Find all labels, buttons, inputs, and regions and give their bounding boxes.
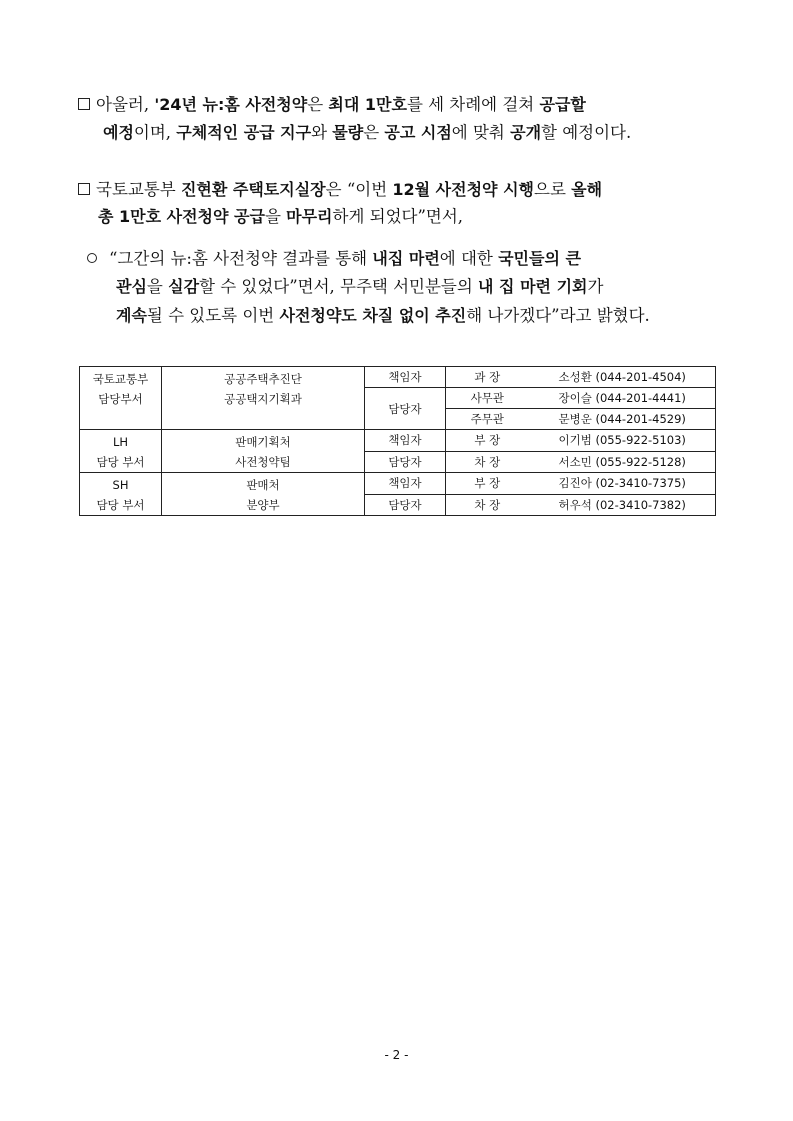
org-sub: 담당 부서 xyxy=(96,455,145,469)
text-run: 에 맞춰 xyxy=(451,123,511,142)
title-cell: 사무관 xyxy=(446,388,529,409)
paragraph-line xyxy=(116,273,603,297)
person-cell: 서소민 (055-922-5128) xyxy=(529,451,716,473)
org-cell xyxy=(80,367,162,430)
bold-text: 국민들의 큰 xyxy=(498,249,581,268)
role-cell: 책임자 xyxy=(365,367,446,388)
person-cell: 이기범 (055-922-5103) xyxy=(529,430,716,452)
role-cell: 담당자 xyxy=(365,451,446,473)
dept-name: 공공주택추진단 xyxy=(224,372,302,386)
dept-cell xyxy=(162,367,365,430)
org-name: 국토교통부 xyxy=(92,372,149,386)
dept-sub: 분양부 xyxy=(246,498,280,512)
line-text xyxy=(116,306,650,325)
line-text xyxy=(96,95,586,114)
bold-text: 12월 사전청약 시행 xyxy=(392,180,534,199)
line-text xyxy=(109,249,581,268)
text-run: 하게 되었다”면서, xyxy=(332,207,464,226)
text-run: 은 “이번 xyxy=(325,180,393,199)
dept-name: 판매기획처 xyxy=(235,435,291,449)
title-cell: 과 장 xyxy=(446,367,529,388)
title-cell: 차 장 xyxy=(446,494,529,516)
bold-text: 내 집 마련 기회 xyxy=(478,277,588,296)
table-row xyxy=(80,430,716,452)
bold-text: 사전청약도 차질 없이 추진 xyxy=(279,306,467,325)
text-run: 와 xyxy=(311,123,333,142)
role-cell: 담당자 xyxy=(365,494,446,516)
text-run: 으로 xyxy=(534,180,572,199)
bold-text: 계속 xyxy=(116,306,147,325)
line-text xyxy=(98,207,463,226)
org-cell xyxy=(80,430,162,473)
person-cell: 장이슬 (044-201-4441) xyxy=(529,388,716,409)
org-sub: 담당 부서 xyxy=(96,498,145,512)
contact-table xyxy=(79,366,716,516)
paragraph-line xyxy=(116,302,650,326)
bold-text: 마무리 xyxy=(286,207,333,226)
line-text xyxy=(103,123,631,142)
circle-bullet-icon xyxy=(87,253,97,263)
title-cell: 차 장 xyxy=(446,451,529,473)
text-run: 은 xyxy=(307,95,329,114)
person-cell: 문병운 (044-201-4529) xyxy=(529,409,716,430)
bold-text: 올해 xyxy=(571,180,603,199)
bold-text: 예정 xyxy=(103,123,134,142)
title-cell: 부 장 xyxy=(446,473,529,495)
paragraph-line xyxy=(78,91,586,115)
org-cell xyxy=(80,473,162,516)
role-cell: 담당자 xyxy=(365,388,446,430)
bold-text: '24년 뉴:홈 사전청약 xyxy=(154,95,308,114)
square-bullet-icon xyxy=(78,98,90,110)
line-text xyxy=(116,277,603,296)
text-run: 해 나가겠다”라고 밝혔다. xyxy=(466,306,650,325)
text-run: 를 세 차례에 걸쳐 xyxy=(406,95,540,114)
bold-text: 공개 xyxy=(510,123,542,142)
page-number: - 2 - xyxy=(384,1048,409,1062)
dept-sub: 공공택지기획과 xyxy=(224,392,302,406)
dept-name: 판매처 xyxy=(246,478,280,492)
table-row xyxy=(80,367,716,388)
text-run: 을 xyxy=(146,277,169,296)
bold-text: 공급할 xyxy=(539,95,586,114)
person-cell: 허우석 (02-3410-7382) xyxy=(529,494,716,516)
paragraph-line xyxy=(103,119,631,143)
text-run: 은 xyxy=(363,123,385,142)
bold-text: 공고 시점 xyxy=(384,123,452,142)
table-row xyxy=(80,473,716,495)
text-run: 가 xyxy=(587,277,604,296)
text-run: 국토교통부 xyxy=(96,180,181,199)
bold-text: 물량 xyxy=(332,123,364,142)
org-sub: 담당부서 xyxy=(98,392,143,406)
bold-text: 구체적인 공급 지구 xyxy=(176,123,312,142)
text-run: 할 예정이다. xyxy=(541,123,632,142)
paragraph-line xyxy=(78,176,602,200)
bold-text: 총 1만호 사전청약 공급 xyxy=(98,207,265,226)
square-bullet-icon xyxy=(78,183,90,195)
paragraph-line xyxy=(98,203,463,227)
bold-text: 실감 xyxy=(168,277,200,296)
text-run: 이며, xyxy=(133,123,177,142)
text-run: 될 수 있도록 이번 xyxy=(146,306,280,325)
text-run: 을 xyxy=(264,207,287,226)
org-name: SH xyxy=(112,478,129,492)
dept-sub: 사전청약팀 xyxy=(235,455,291,469)
dept-cell xyxy=(162,430,365,473)
person-cell: 소성환 (044-201-4504) xyxy=(529,367,716,388)
bold-text: 내집 마련 xyxy=(372,249,440,268)
person-cell: 김진아 (02-3410-7375) xyxy=(529,473,716,495)
line-text xyxy=(96,180,602,199)
org-name: LH xyxy=(112,435,129,449)
text-run: 할 수 있었다”면서, 무주택 서민분들의 xyxy=(199,277,479,296)
role-cell: 책임자 xyxy=(365,430,446,452)
title-cell: 부 장 xyxy=(446,430,529,452)
bold-text: 관심 xyxy=(116,277,147,296)
text-run: 에 대한 xyxy=(439,249,499,268)
text-run: “그간의 뉴:홈 사전청약 결과를 통해 xyxy=(109,249,373,268)
bold-text: 최대 1만호 xyxy=(328,95,407,114)
title-cell: 주무관 xyxy=(446,409,529,430)
role-cell: 책임자 xyxy=(365,473,446,495)
dept-cell xyxy=(162,473,365,516)
paragraph-line xyxy=(87,245,581,269)
bold-text: 진현환 주택토지실장 xyxy=(180,180,326,199)
text-run: 아울러, xyxy=(96,95,155,114)
